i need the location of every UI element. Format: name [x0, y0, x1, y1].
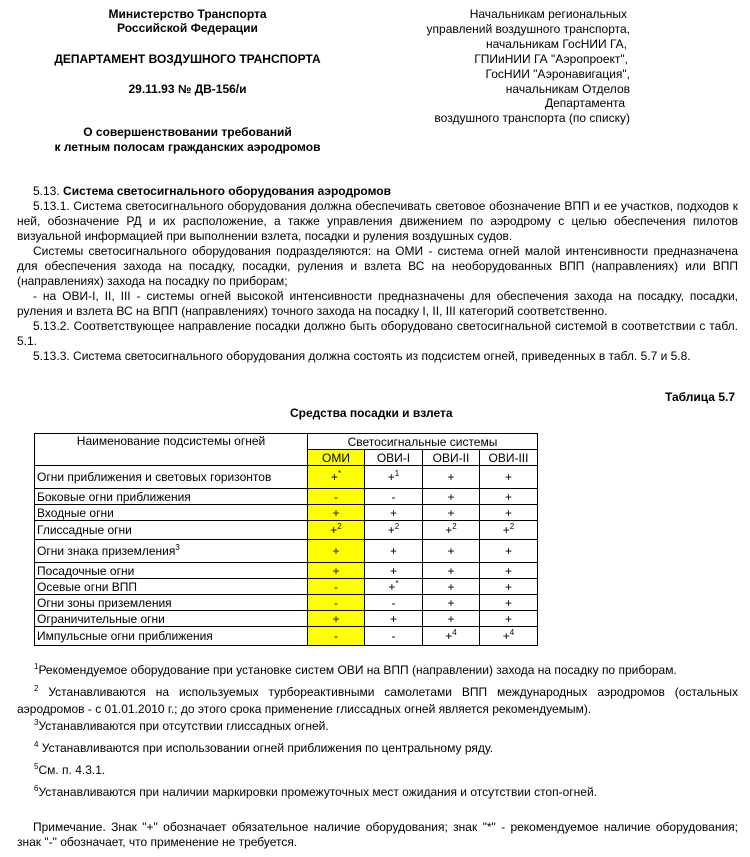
requirement-mark: +	[502, 523, 510, 537]
subsystem-name: Глиссадные огни	[37, 523, 132, 537]
requirement-mark: +	[332, 505, 340, 520]
column-header-ovi-3: ОВИ-III	[480, 450, 538, 466]
system-value-cell	[480, 466, 538, 489]
requirement-mark: +	[504, 563, 512, 578]
table-row	[35, 521, 538, 540]
recipient-line: Начальникам региональных	[469, 7, 627, 21]
paragraph-ovi: - на ОВИ-I, II, III - системы огней высокой интенсивности предназначены для обеспечения захода на посадку, посадки, руления и взлета ВС на ВПП (направлениях) точного захода на посадку I, II, III категорий соответственно.	[17, 289, 738, 318]
system-value-cell	[365, 627, 423, 646]
date-and-number: 29.11.93 № ДВ-156/и	[128, 82, 247, 96]
requirement-mark: +	[447, 505, 455, 520]
requirement-mark: -	[334, 595, 338, 610]
requirement-mark: -	[391, 489, 396, 504]
column-header-omi: ОМИ	[308, 450, 365, 466]
subsystem-name: Осевые огни ВПП	[37, 579, 137, 594]
ministry-line-1: Министерство Транспорта	[108, 7, 267, 21]
subsystem-name-cell	[35, 540, 308, 563]
table-body	[35, 466, 538, 646]
requirement-mark: +	[332, 611, 340, 626]
system-value-cell	[423, 521, 480, 540]
requirement-mark: +	[502, 629, 510, 643]
system-value-cell	[365, 489, 423, 505]
requirement-mark: +	[447, 489, 455, 504]
system-value-cell	[480, 579, 538, 595]
system-value-cell	[365, 540, 423, 563]
footnote-mark: 4	[34, 740, 39, 749]
requirement-mark: -	[334, 579, 338, 594]
system-value-cell	[423, 579, 480, 595]
footnote-mark: 1	[34, 662, 39, 671]
recipient-line: ГосНИИ "Аэронавигация",	[485, 67, 630, 81]
footnote-text: См. п. 4.3.1.	[38, 763, 106, 777]
subsystem-name: Огни приближения и световых горизонтов	[37, 470, 272, 484]
system-value-cell	[480, 595, 538, 611]
requirement-mark: +	[504, 489, 512, 504]
header-subsystem-name: Наименование подсистемы огней	[35, 434, 308, 466]
requirement-mark: +	[445, 629, 453, 643]
ministry-line-2: Российской Федерации	[117, 21, 258, 35]
section-heading	[33, 184, 738, 199]
table-row	[35, 595, 538, 611]
recipient-line: Департамента	[544, 96, 625, 110]
footnote-text: Устанавливаются при отсутствии глиссадных огней.	[38, 719, 329, 733]
requirement-mark: +	[389, 505, 397, 520]
subsystem-name-cell	[35, 505, 308, 521]
system-value-cell	[308, 505, 365, 521]
subsystem-name-cell	[35, 579, 308, 595]
requirement-mark: -	[334, 629, 338, 643]
table-title: Средства посадки и взлета	[290, 406, 453, 420]
requirement-mark: +	[387, 523, 395, 537]
requirement-mark: -	[391, 629, 396, 643]
footnote-ref: 1	[394, 469, 400, 478]
footnote-mark: 5	[34, 762, 39, 771]
subsystem-name-cell	[35, 563, 308, 579]
subsystem-name: Огни зоны приземления	[37, 595, 172, 610]
footnote-ref: 4	[452, 628, 457, 637]
section-title: Система светосигнального оборудования аэродромов	[63, 184, 392, 198]
requirement-mark: +	[332, 544, 340, 558]
requirement-mark: +	[389, 611, 397, 626]
system-value-cell	[308, 611, 365, 627]
requirement-mark: +	[445, 523, 453, 537]
footnote	[17, 684, 738, 718]
system-value-cell	[423, 489, 480, 505]
requirement-mark: +	[447, 579, 455, 594]
subsystem-name: Импульсные огни приближения	[37, 629, 213, 643]
subsystem-name: Посадочные огни	[37, 563, 135, 578]
requirement-mark: +	[504, 595, 512, 610]
footnote-mark: 6	[34, 784, 39, 793]
system-value-cell	[423, 611, 480, 627]
subsystem-name-cell	[35, 611, 308, 627]
footnote-mark: 2	[34, 684, 39, 693]
footnote-ref: *	[395, 578, 399, 588]
footnote-ref: *	[337, 469, 342, 478]
system-value-cell	[480, 489, 538, 505]
subsystem-name: Боковые огни приближения	[37, 489, 191, 504]
footnote-ref: 2	[394, 522, 400, 531]
recipient-line: воздушного транспорта (по списку)	[434, 111, 630, 125]
system-value-cell	[308, 563, 365, 579]
footnote-ref: 3	[175, 543, 180, 552]
footnote	[17, 740, 738, 757]
lighting-systems-table	[34, 433, 538, 646]
system-value-cell	[480, 563, 538, 579]
requirement-mark: +	[447, 611, 455, 626]
subsystem-name-cell	[35, 521, 308, 540]
system-value-cell	[365, 595, 423, 611]
requirement-mark: -	[334, 489, 338, 504]
subsystem-name-cell	[35, 489, 308, 505]
table-row	[35, 579, 538, 595]
system-value-cell	[308, 521, 365, 540]
system-value-cell	[308, 595, 365, 611]
system-value-cell	[423, 466, 480, 489]
header-systems-group: Светосигнальные системы	[308, 434, 538, 450]
system-value-cell	[365, 466, 423, 489]
table-row	[35, 466, 538, 489]
requirement-mark: +	[332, 563, 340, 578]
system-value-cell	[423, 563, 480, 579]
paragraph-5-13-2: 5.13.2. Соответствующее направление посадки должно быть оборудовано светосигнальной системой в соответствии с табл. 5.1.	[17, 319, 738, 348]
section-number: 5.13.	[33, 184, 60, 198]
requirement-mark: +	[330, 523, 338, 537]
system-value-cell	[365, 579, 423, 595]
system-value-cell	[365, 521, 423, 540]
system-value-cell	[423, 627, 480, 646]
subsystem-name: Ограничительные огни	[37, 611, 165, 626]
department-name: ДЕПАРТАМЕНТ ВОЗДУШНОГО ТРАНСПОРТА	[54, 52, 321, 66]
system-value-cell	[423, 540, 480, 563]
recipient-line: начальникам Отделов	[505, 82, 630, 96]
table-row	[35, 563, 538, 579]
system-value-cell	[480, 627, 538, 646]
requirement-mark: +	[504, 505, 512, 520]
system-value-cell	[480, 611, 538, 627]
requirement-mark: +	[389, 563, 397, 578]
table-row	[35, 627, 538, 646]
table-row	[35, 505, 538, 521]
footnote	[17, 662, 738, 679]
footnote-text: Устанавливаются при наличии маркировки промежуточных мест ожидания и отсутствии стоп-огней.	[38, 785, 597, 799]
requirement-mark: +	[447, 595, 455, 610]
recipient-line: начальникам ГосНИИ ГА,	[486, 37, 627, 51]
table-row	[35, 540, 538, 563]
footnote-mark: 3	[34, 718, 39, 727]
subject-line-1: О совершенствовании требований	[83, 125, 292, 139]
system-value-cell	[308, 540, 365, 563]
requirement-mark: +	[447, 544, 455, 558]
column-header-ovi-1: ОВИ-I	[365, 450, 423, 466]
column-header-ovi-2: ОВИ-II	[423, 450, 480, 466]
system-value-cell	[423, 505, 480, 521]
system-value-cell	[308, 579, 365, 595]
paragraph-5-13-1: 5.13.1. Система светосигнального оборудования должна обеспечивать световое обозначение ВПП и ее участков, подходов к ней, обозначение РД и их расположение, а также управления движением по аэродрому с целью обеспечения пилотов визуальной информацией при выполнении взлета, посадки и руления воздушных судов.	[17, 199, 738, 243]
system-value-cell	[365, 563, 423, 579]
requirement-mark: +	[388, 579, 396, 594]
table-row	[35, 489, 538, 505]
footnote-text: Устанавливаются при использовании огней приближения по центральному ряду.	[38, 741, 493, 755]
table-label: Таблица 5.7	[664, 390, 735, 404]
subsystem-name-cell	[35, 595, 308, 611]
system-value-cell	[308, 466, 365, 489]
table-row	[35, 611, 538, 627]
system-value-cell	[308, 489, 365, 505]
subsystem-name-cell	[35, 627, 308, 646]
requirement-mark: -	[391, 595, 396, 610]
footnote	[17, 762, 738, 779]
system-value-cell	[480, 505, 538, 521]
recipient-line: ГПИиНИИ ГА "Аэропроект",	[474, 52, 628, 66]
subject-line-2: к летным полосам гражданских аэродромов	[54, 140, 321, 154]
subsystem-name: Входные огни	[37, 505, 114, 520]
requirement-mark: +	[387, 470, 395, 484]
system-value-cell	[480, 521, 538, 540]
footnote-ref: 2	[337, 522, 342, 531]
requirement-mark: +	[504, 611, 512, 626]
subsystem-name: Огни знака приземления	[37, 544, 176, 558]
system-value-cell	[365, 611, 423, 627]
footnote-ref: 4	[509, 628, 515, 637]
footnote-ref: 2	[452, 522, 457, 531]
system-value-cell	[308, 627, 365, 646]
table-header-row	[35, 434, 538, 450]
recipient-line: управлений воздушного транспорта,	[426, 22, 630, 36]
requirement-mark: +	[389, 544, 397, 558]
footnote	[17, 718, 738, 735]
requirement-mark: +	[447, 470, 455, 484]
footnote-text: Устанавливаются на используемых турбореактивными самолетами ВПП международных аэродромов (остальных аэродромов - с 01.01.2010 г.; до этого срока применение глиссадных огней является рекомендуемым).	[17, 685, 738, 716]
footnote	[17, 784, 738, 801]
footnote-ref: 2	[509, 522, 515, 531]
requirement-mark: +	[504, 579, 512, 594]
system-value-cell	[365, 505, 423, 521]
system-value-cell	[423, 595, 480, 611]
footnote-text: Рекомендуемое оборудование при установке систем ОВИ на ВПП (направлении) захода на посадку по приборам.	[38, 663, 677, 677]
paragraph-systems: Системы светосигнального оборудования подразделяются: на ОМИ - система огней малой интенсивности предназначена для обеспечения захода на посадку, посадки, руления и взлета ВС на необорудованных ВПП (направлениях) или ВПП (направлениях) захода на посадку по приборам;	[17, 244, 738, 288]
system-value-cell	[480, 540, 538, 563]
requirement-mark: +	[330, 470, 338, 484]
requirement-mark: +	[504, 470, 512, 484]
recipients-block	[375, 0, 630, 130]
table-note: Примечание. Знак "+" обозначает обязательное наличие оборудования; знак "*" - рекомендуемое наличие оборудования; знак "-" обозначает, что применение не требуется.	[17, 820, 738, 849]
subsystem-name-cell	[35, 466, 308, 489]
requirement-mark: +	[504, 544, 512, 558]
paragraph-5-13-3: 5.13.3. Система светосигнального оборудования должна состоять из подсистем огней, приведенных в табл. 5.7 и 5.8.	[33, 349, 691, 363]
requirement-mark: +	[447, 563, 455, 578]
